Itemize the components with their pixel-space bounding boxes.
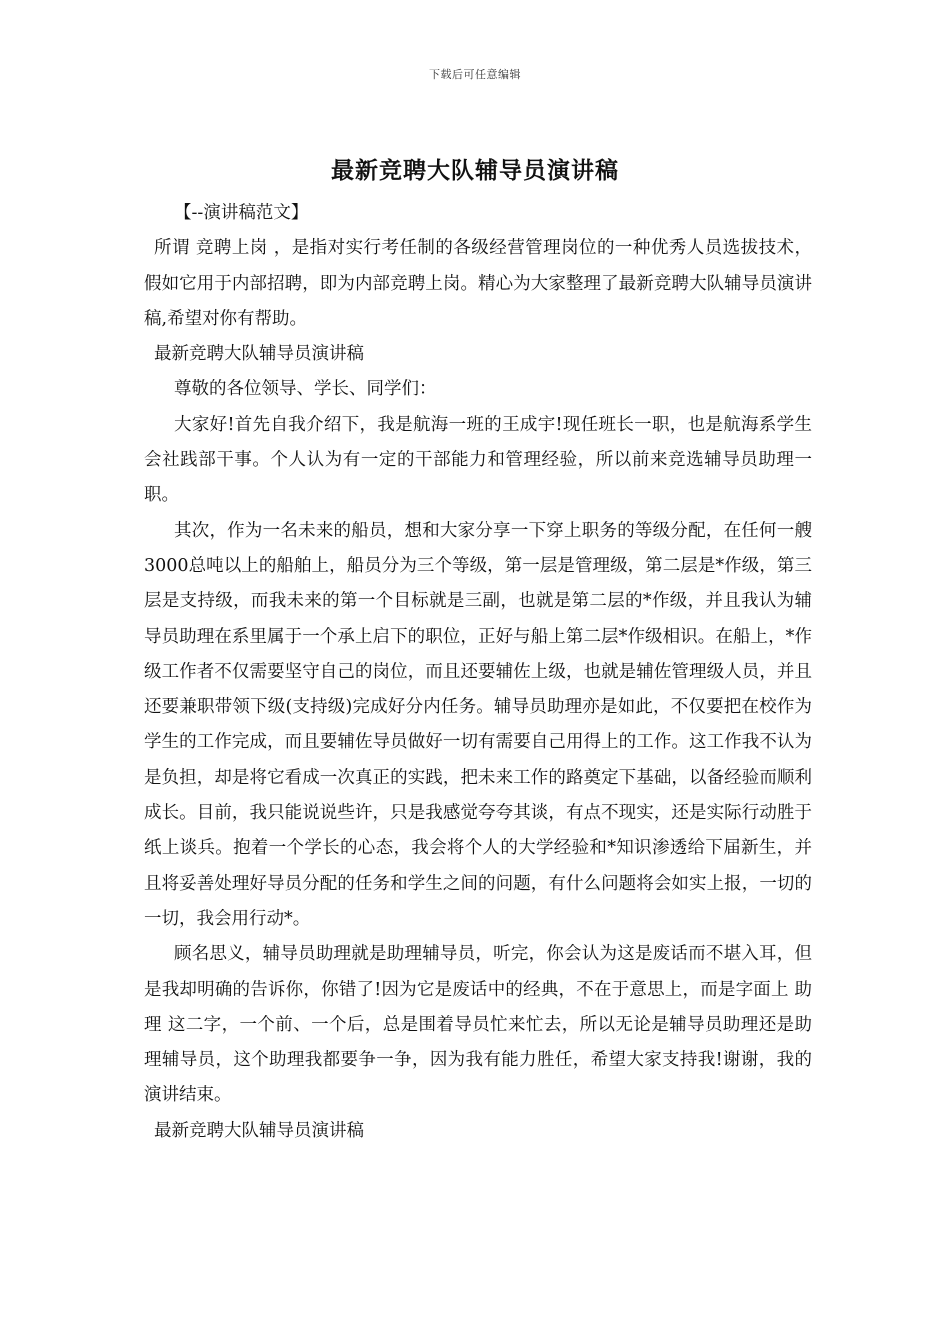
paragraph: 顾名思义，辅导员助理就是助理辅导员，听完，你会认为这是废话而不堪入耳，但是我却明确的告诉你，你错了!因为它是废话中的经典，不在于意思上，而是字面上 助理 这二字，一个前、一个后，总是围着导员忙来忙去，所以无论是辅导员助理还是助理辅导员，这个助理我都要争一争，因为我有能力胜任，希望大家支持我!谢谢，我的演讲结束。	[144, 944, 812, 1106]
section-subtitle: 最新竞聘大队辅导员演讲稿	[154, 344, 364, 365]
document-title: 最新竞聘大队辅导员演讲稿	[331, 157, 619, 184]
section-subtitle: 最新竞聘大队辅导员演讲稿	[154, 1120, 364, 1141]
header-note: 下载后可任意编辑	[429, 68, 521, 81]
greeting: 尊敬的各位领导、学长、同学们：	[174, 379, 437, 400]
category-tag: 【--演讲稿范文】	[174, 203, 309, 223]
document-body	[144, 196, 812, 1149]
paragraph: 大家好!首先自我介绍下，我是航海一班的王成宇!现任班长一职，也是航海系学生会社践部干事。个人认为有一定的干部能力和管理经验，所以前来竞选辅导员助理一职。	[144, 414, 812, 506]
intro-paragraph: 所谓 竞聘上岗 ，是指对实行考任制的各级经营管理岗位的一种优秀人员选拔技术，假如它用于内部招聘，即为内部竞聘上岗。精心为大家整理了最新竞聘大队辅导员演讲稿,希望对你有帮助。	[144, 238, 812, 329]
paragraph: 其次，作为一名未来的船员，想和大家分享一下穿上职务的等级分配，在任何一艘3000总吨以上的船舶上，船员分为三个等级，第一层是管理级，第二层是*作级，第三层是支持级，而我未来的第一个目标就是三副，也就是第二层的*作级，并且我认为辅导员助理在系里属于一个承上启下的职位，正好与船上第二层*作级相识。在船上，*作级工作者不仅需要坚守自己的岗位，而且还要辅佐上级，也就是辅佐管理级人员，并且还要兼职带领下级(支持级)完成好分内任务。辅导员助理亦是如此，不仅要把在校作为学生的工作完成，而且要辅佐导员做好一切有需要自己用得上的工作。这工作我不认为是负担，却是将它看成一次真正的实践，把未来工作的路奠定下基础，以备经验而顺利成长。目前，我只能说说些许，只是我感觉夸夸其谈，有点不现实，还是实际行动胜于纸上谈兵。抱着一个学长的心态，我会将个人的大学经验和*知识渗透给下届新生，并且将妥善处理好导员分配的任务和学生之间的问题，有什么问题将会如实上报，一切的一切，我会用行动*。	[144, 520, 812, 929]
